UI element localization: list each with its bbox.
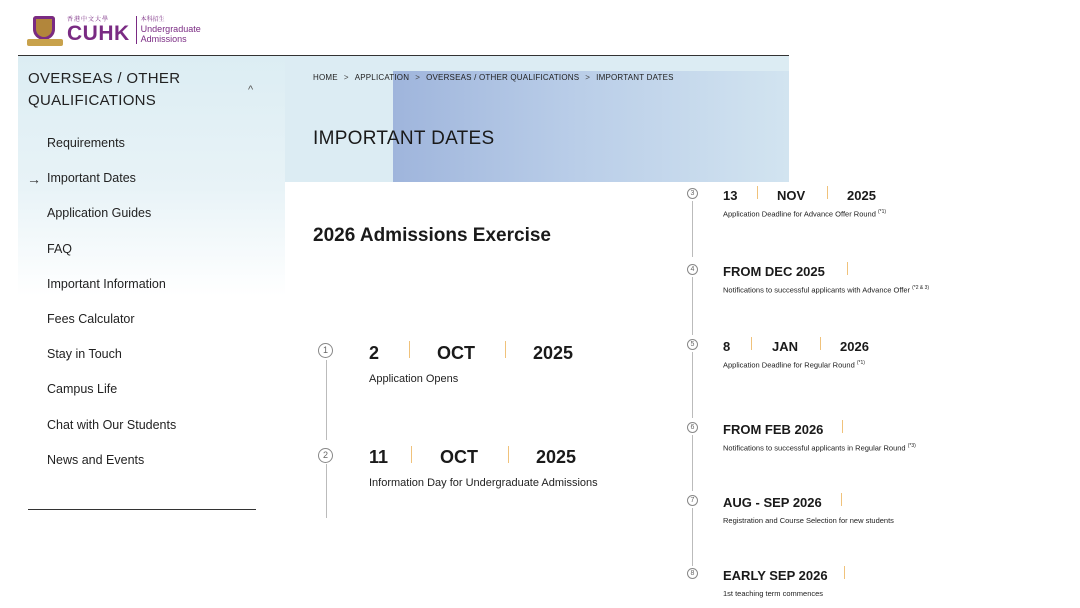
date-separator: [827, 186, 828, 199]
date-separator: [820, 337, 821, 350]
date-separator: [508, 446, 509, 463]
breadcrumb-separator: >: [343, 73, 349, 82]
date-separator: [847, 262, 848, 275]
banner-image: [393, 71, 789, 182]
collapse-caret-icon[interactable]: ^: [248, 84, 254, 96]
sidebar-item-stay-in-touch[interactable]: Stay in Touch: [47, 347, 122, 361]
event-description: [723, 360, 865, 370]
event-year: 2025: [536, 447, 577, 467]
timeline-step-number: 5: [687, 339, 698, 350]
event-year: 2026: [840, 339, 869, 354]
event-date: AUG - SEP 2026: [723, 495, 822, 510]
breadcrumb-overseas[interactable]: OVERSEAS / OTHER QUALIFICATIONS: [426, 73, 580, 82]
breadcrumb: [313, 73, 674, 82]
timeline-connector: [692, 435, 693, 491]
footnote-ref: (*1): [877, 209, 887, 215]
breadcrumb-home[interactable]: HOME: [313, 73, 338, 82]
event-description-text: Application Deadline for Advance Offer Round: [723, 209, 876, 219]
date-separator: [757, 186, 758, 199]
sidebar-item-application-guides[interactable]: Application Guides: [47, 206, 152, 220]
unit-line1: Undergraduate: [140, 24, 201, 34]
event-year: 2025: [533, 343, 574, 363]
timeline-connector: [692, 201, 693, 257]
event-date: EARLY SEP 2026: [723, 568, 828, 583]
date-separator: [842, 420, 843, 433]
sidebar-item-faq[interactable]: FAQ: [47, 242, 73, 256]
page-title: IMPORTANT DATES: [313, 128, 495, 149]
timeline-connector: [692, 352, 693, 418]
event-year: 2025: [847, 188, 876, 203]
sidebar-item-chat-with-students[interactable]: Chat with Our Students: [47, 418, 177, 432]
footnote-ref: (*1): [856, 360, 865, 366]
event-day: 13: [723, 188, 738, 203]
sidebar-divider: [28, 509, 256, 510]
unit-name: [136, 16, 201, 44]
timeline-connector: [326, 360, 327, 440]
timeline-step-number: 7: [687, 495, 698, 506]
timeline-step-number: 1: [318, 343, 333, 358]
event-month: OCT: [437, 343, 475, 363]
timeline-step-number: 3: [687, 188, 698, 199]
event-day: 8: [723, 339, 731, 354]
sidebar-item-news-and-events[interactable]: News and Events: [47, 453, 145, 467]
event-month: NOV: [777, 188, 806, 203]
unit-line2: Admissions: [140, 34, 187, 44]
event-description: 1st teaching term commences: [723, 589, 824, 598]
event-description: [723, 209, 886, 219]
date-separator: [409, 341, 410, 358]
brand-text: [67, 16, 130, 44]
unit-chinese: 本科招生: [140, 17, 165, 23]
date-separator: [505, 341, 506, 358]
cuhk-logo[interactable]: [27, 14, 201, 46]
event-date: FROM DEC 2025: [723, 264, 825, 279]
breadcrumb-application[interactable]: APPLICATION: [354, 73, 410, 82]
date-separator: [841, 493, 842, 506]
sidebar-item-important-dates[interactable]: Important Dates: [47, 171, 136, 185]
event-month: OCT: [440, 447, 478, 467]
event-description: Registration and Course Selection for new students: [723, 516, 894, 525]
event-description-text: Notifications to successful applicants in Regular Round: [723, 443, 906, 453]
sidebar-section-title[interactable]: OVERSEAS / OTHER QUALIFICATIONS: [28, 70, 181, 109]
timeline-step-number: 4: [687, 264, 698, 275]
breadcrumb-separator: >: [585, 73, 591, 82]
event-description: Application Opens: [369, 373, 459, 385]
sidebar-item-important-information[interactable]: Important Information: [47, 277, 166, 291]
event-day: 11: [369, 447, 389, 467]
logo-wordmark: CUHK: [67, 22, 130, 45]
cuhk-crest-icon: [27, 14, 63, 46]
event-description: [723, 285, 929, 295]
timeline-connector: [692, 277, 693, 335]
timeline-connector: [326, 464, 327, 518]
footnote-ref: (*3): [907, 443, 916, 449]
timeline-connector: [692, 508, 693, 566]
timeline-step-number: 2: [318, 448, 333, 463]
sidebar-item-campus-life[interactable]: Campus Life: [47, 382, 118, 396]
logo-chinese: 香港中文大學: [67, 17, 110, 23]
date-separator: [411, 446, 412, 463]
event-description: Information Day for Undergraduate Admissions: [369, 477, 598, 489]
sidebar-item-fees-calculator[interactable]: Fees Calculator: [47, 312, 135, 326]
breadcrumb-current: IMPORTANT DATES: [596, 73, 674, 82]
timeline-step-number: 6: [687, 422, 698, 433]
timeline-step-number: 8: [687, 568, 698, 579]
event-description-text: Application Deadline for Regular Round: [723, 360, 855, 370]
event-month: JAN: [772, 339, 799, 354]
event-day: 2: [369, 343, 380, 363]
event-description: [723, 443, 916, 453]
event-description-text: Notifications to successful applicants with Advance Offer: [723, 285, 911, 295]
date-separator: [844, 566, 845, 579]
active-arrow-icon: →: [27, 171, 41, 187]
footnote-ref: (*2 & 3): [912, 285, 930, 291]
event-date: FROM FEB 2026: [723, 422, 824, 437]
sidebar-item-requirements[interactable]: Requirements: [47, 136, 125, 150]
date-separator: [751, 337, 752, 350]
section-title: 2026 Admissions Exercise: [313, 225, 551, 246]
breadcrumb-separator: >: [415, 73, 421, 82]
